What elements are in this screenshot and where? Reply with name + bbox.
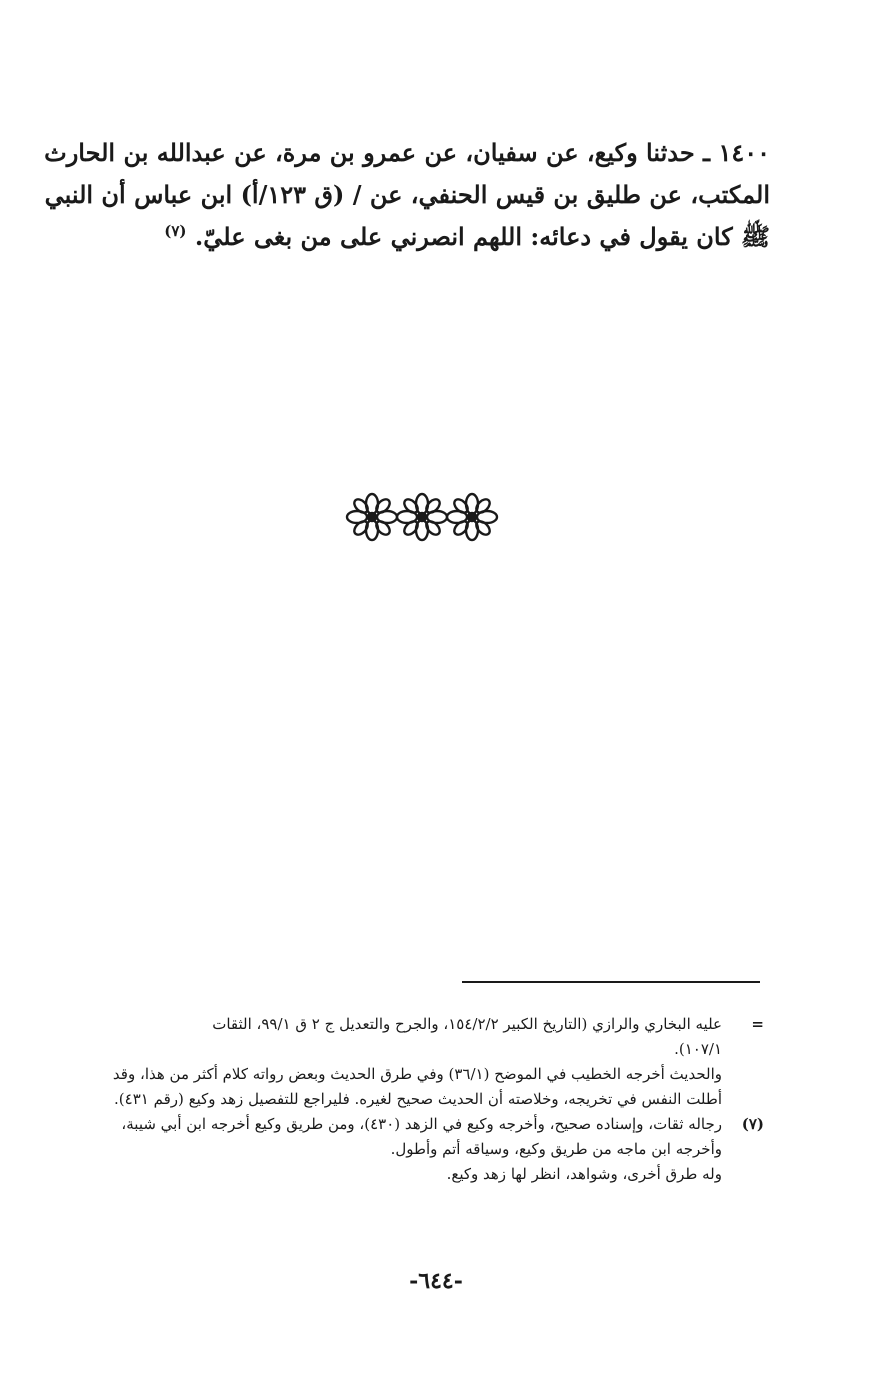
footnote-continuation (86, 1012, 764, 1112)
footnote-line: أطلت النفس في تخريجه، وخلاصته أن الحديث صحيح لغيره. فليراجع للتفصيل زهد وكيع (رقم ٤٣١). (114, 1090, 722, 1108)
hadith-line: المكتب، عن طليق بن قيس الحنفي، عن / (ق ١٢٣/أ) ابن عباس أن النبي (44, 180, 770, 209)
footnote-line: رجاله ثقات، وإسناده صحيح، وأخرجه وكيع في الزهد (٤٣٠)، ومن طريق وكيع أخرجه ابن أبي شيبة، (121, 1115, 722, 1133)
footnote-line: ١٠٧/١). (674, 1040, 722, 1058)
footnote-reference: (٧) (164, 222, 187, 240)
footnote-divider (462, 981, 760, 983)
footnote-marker: (٧) (741, 1115, 764, 1133)
hadith-line-text: ﷺ كان يقول في دعائه: اللهم انصرني على من بغى عليّ. (194, 222, 770, 251)
page-number: -٦٤٤- (409, 1268, 463, 1294)
hadith-text (44, 132, 770, 258)
footnote-7 (86, 1112, 764, 1187)
hadith-line-last (80, 216, 770, 258)
footnotes-section (86, 1012, 764, 1187)
floral-ornament-icon (342, 487, 502, 547)
footnote-line: وله طرق أخرى، وشواهد، انظر لها زهد وكيع. (446, 1165, 722, 1183)
footnote-line: عليه البخاري والرازي (التاريخ الكبير ١٥٤/٢/٢، والجرح والتعديل ج ٢ ق ٩٩/١، الثقات (212, 1015, 722, 1033)
footnote-line: والحديث أخرجه الخطيب في الموضح (٣٦/١) وفي طرق الحديث وبعض رواته كلام أكثر من هذا، وقد (112, 1065, 722, 1083)
footnote-marker: = (751, 1015, 764, 1033)
footnote-line: وأخرجه ابن ماجه من طريق وكيع، وسياقه أتم وأطول. (390, 1140, 722, 1158)
hadith-line: ١٤٠٠ ـ حدثنا وكيع، عن سفيان، عن عمرو بن مرة، عن عبدالله بن الحارث (44, 138, 770, 167)
